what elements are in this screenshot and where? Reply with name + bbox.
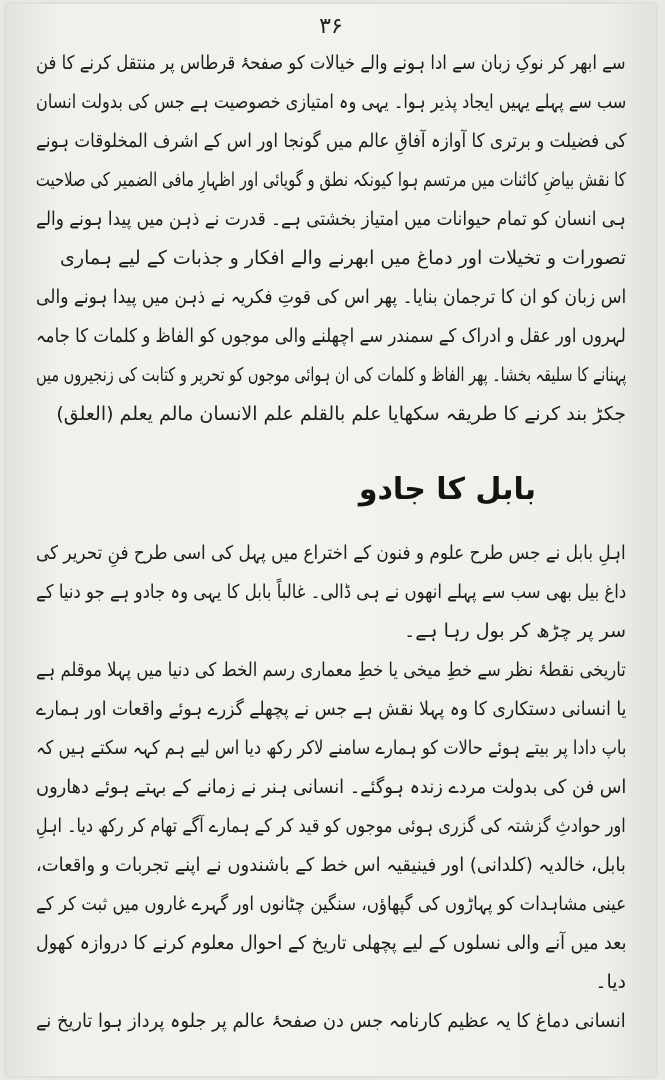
paragraph-line: تصورات و تخیلات اور دماغ میں ابھرنے والے افکار و جذبات کے لیے ہماری	[60, 247, 626, 269]
book-page	[6, 4, 656, 1076]
paragraph-line: تاریخی نقطۂ نظر سے خطِ میخی یا خطِ معماری رسم الخط کی دنیا میں پہلا موقلم ہے	[36, 659, 626, 681]
paragraph-line: سر پر چڑھ کر بول رہا ہے۔	[404, 620, 626, 642]
paragraph-line: ہی انسان کو تمام حیوانات میں امتیاز بخشتی ہے۔ قدرت نے ذہن میں پیدا ہونے والے	[36, 208, 626, 230]
paragraph-line: بعد میں آنے والی نسلوں کے لیے پچھلی تاریخ کے احوال معلوم کرنے کا دروازہ کھول	[35, 932, 626, 954]
paragraph-line: اس فن کی بدولت مردے زندہ ہوگئے۔ انسانی ہنر نے زمانے کے بہتے ہوئے دھاروں	[35, 776, 626, 798]
paragraph-line: اس زبان کو ان کا ترجمان بنایا۔ پھر اس کی قوتِ فکریہ نے ذہن میں پیدا ہونے والی	[35, 286, 626, 308]
paragraph-line: یا انسانی دستکاری کا وہ پہلا نقش ہے جس نے پچھلے گزرے ہوئے واقعات اور ہمارے	[35, 698, 626, 720]
paragraph-line: جکڑ بند کرنے کا طریقہ سکھایا علم بالقلم علم الانسان مالم یعلم (العلق)	[56, 403, 626, 425]
paragraph-line: سب سے پہلے یہیں ایجاد پذیر ہوا۔ یہی وہ امتیازی خصوصیت ہے جس کی بدولت انسان	[35, 91, 626, 113]
paragraph-line: سے ابھر کر نوکِ زبان سے ادا ہونے والے خیالات کو صفحۂ قرطاس پر منتقل کرنے کا فن	[36, 52, 626, 74]
paragraph-line: باپ دادا پر بیتے ہوئے حالات کو ہمارے سامنے لاکر رکھ دیا اس لیے ہم کہہ سکتے ہیں کہ	[35, 737, 626, 759]
paragraph-line: کا نقش بیاضِ کائنات میں مرتسم ہوا کیونکہ نطق و گویائی اور اظہارِ مافی الضمیر کی صلاحیت	[36, 169, 626, 191]
page-number: ۳۶	[319, 14, 343, 39]
paragraph-line: انسانی دماغ کا یہ عظیم کارنامہ جس دن صفحۂ عالم پر جلوہ پرداز ہوا تاریخ نے	[36, 1010, 626, 1032]
paragraph-line: کی فضیلت و برتری کا آوازہ آفاقِ عالم میں گونجا اور اس کے اشرف المخلوقات ہونے	[35, 130, 626, 152]
paragraph-line: اہلِ بابل نے جس طرح علوم و فنون کے اختراع میں پہل کی اسی طرح فنِ تحریر کی	[36, 542, 626, 564]
paragraph-line: داغ بیل بھی سب سے پہلے انھوں نے ہی ڈالی۔ غالباً بابل کا یہی وہ جادو ہے جو دنیا کے	[35, 581, 626, 603]
paragraph-line: اور حوادثِ گزشتہ کی گزری ہوئی موجوں کو قید کر کے ہمارے آگے تھام کر رکھ دیا۔ اہلِ	[36, 815, 626, 837]
paragraph-line: پہنانے کا سلیقہ بخشا۔ پھر الفاظ و کلمات کی ان ہوائی موجوں کو تحریر و کتابت کی زنجیروں میں	[35, 364, 626, 386]
paragraph-line: لہروں اور عقل و ادراک کے سمندر سے اچھلنے والی موجوں کو الفاظ و کلمات کا جامہ	[36, 325, 626, 347]
section-heading: بابل کا جادو	[358, 472, 536, 507]
paragraph-line: دیا۔	[595, 971, 626, 993]
paragraph-line: بابل، خالدیہ (کلدانی) اور فینیقیہ اس خط کے باشندوں نے اپنے تجربات و واقعات،	[36, 854, 626, 876]
paragraph-line: عینی مشاہدات کو پہاڑوں کی گپھاؤں، سنگین چٹانوں اور گہرے غاروں میں ثبت کر کے	[35, 893, 626, 915]
